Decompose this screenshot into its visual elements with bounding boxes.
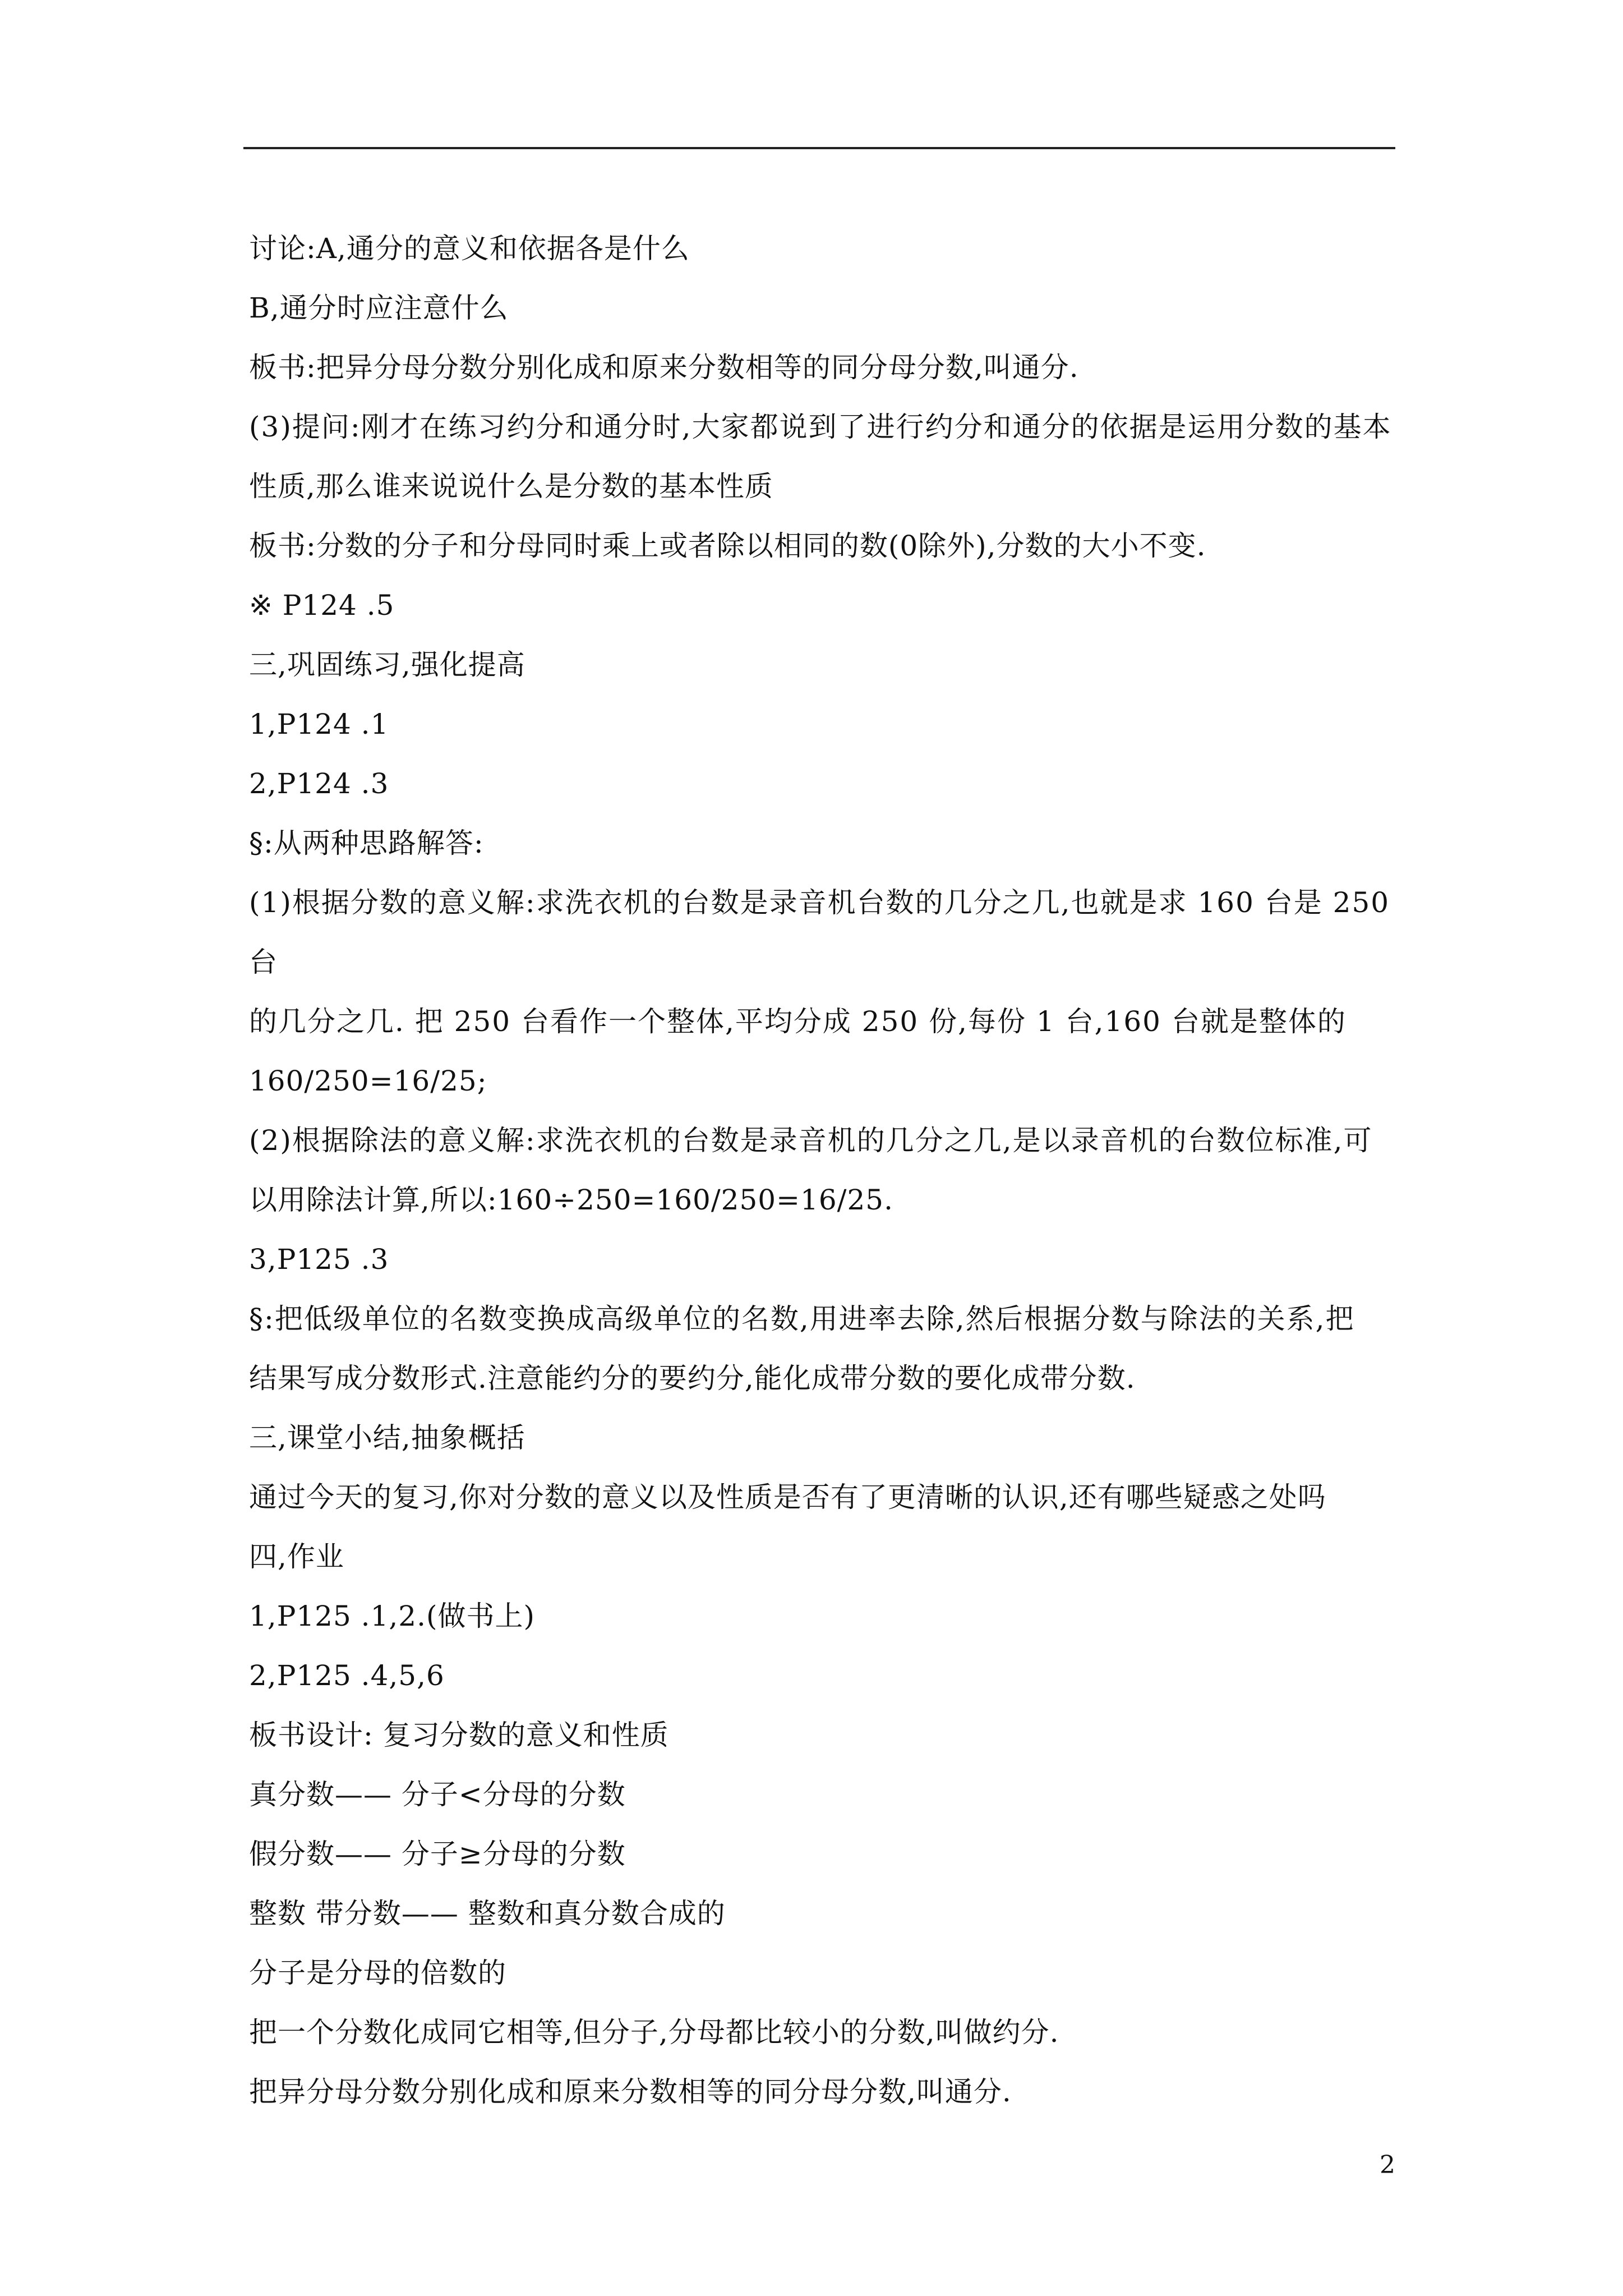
- text-line: 假分数—— 分子≥分母的分数: [249, 1838, 626, 1870]
- text-line: 3,P125 .3: [249, 1243, 389, 1276]
- text-line: 四,作业: [249, 1540, 344, 1573]
- text-line: 三,课堂小结,抽象概括: [249, 1421, 525, 1454]
- text-line: 把一个分数化成同它相等,但分子,分母都比较小的分数,叫做约分.: [249, 2016, 1059, 2049]
- text-line: ※ P124 .5: [249, 589, 395, 622]
- text-line: 2,P125 .4,5,6: [249, 1659, 445, 1692]
- page-number: 2: [1380, 2151, 1395, 2179]
- text-line: 性质,那么谁来说说什么是分数的基本性质: [249, 470, 773, 503]
- text-line: 板书:分数的分子和分母同时乘上或者除以相同的数(0除外),分数的大小不变.: [249, 530, 1206, 562]
- text-line: 1,P124 .1: [249, 708, 389, 740]
- text-line: 2,P124 .3: [249, 767, 389, 800]
- text-line: 以用除法计算,所以:160÷250=160/250=16/25.: [249, 1184, 893, 1216]
- text-line: (3)提问:刚才在练习约分和通分时,大家都说到了进行约分和通分的依据是运用分数的基本: [249, 411, 1392, 443]
- text-line: 板书:把异分母分数分别化成和原来分数相等的同分母分数,叫通分.: [249, 351, 1079, 384]
- text-line: 板书设计: 复习分数的意义和性质: [249, 1719, 669, 1751]
- text-line: 整数 带分数—— 整数和真分数合成的: [249, 1897, 726, 1930]
- text-line: 三,巩固练习,强化提高: [249, 648, 525, 681]
- text-line: §:从两种思路解答:: [249, 827, 484, 859]
- text-line: 讨论:A,通分的意义和依据各是什么: [249, 232, 690, 265]
- text-line: 把异分母分数分别化成和原来分数相等的同分母分数,叫通分.: [249, 2076, 1012, 2108]
- text-line: (1)根据分数的意义解:求洗衣机的台数是录音机台数的几分之几,也就是求 160 台是 250 台: [249, 886, 1390, 978]
- text-line: 真分数—— 分子<分母的分数: [249, 1778, 626, 1811]
- text-line: 结果写成分数形式.注意能约分的要约分,能化成带分数的要化成带分数.: [249, 1362, 1136, 1395]
- text-line: 通过今天的复习,你对分数的意义以及性质是否有了更清晰的认识,还有哪些疑惑之处吗: [249, 1481, 1326, 1513]
- document-body: [249, 219, 1396, 2122]
- text-line: B,通分时应注意什么: [249, 292, 509, 324]
- text-line: §:把低级单位的名数变换成高级单位的名数,用进率去除,然后根据分数与除法的关系,把: [249, 1303, 1355, 1335]
- header-rule: [243, 147, 1395, 149]
- text-line: 1,P125 .1,2.(做书上): [249, 1600, 535, 1632]
- text-line: (2)根据除法的意义解:求洗衣机的台数是录音机的几分之几,是以录音机的台数位标准,可: [249, 1124, 1373, 1157]
- text-line: 160/250=16/25;: [249, 1065, 487, 1097]
- text-line: 的几分之几. 把 250 台看作一个整体,平均分成 250 份,每份 1 台,160 台就是整体的: [249, 1005, 1347, 1038]
- text-line: 分子是分母的倍数的: [249, 1957, 506, 1989]
